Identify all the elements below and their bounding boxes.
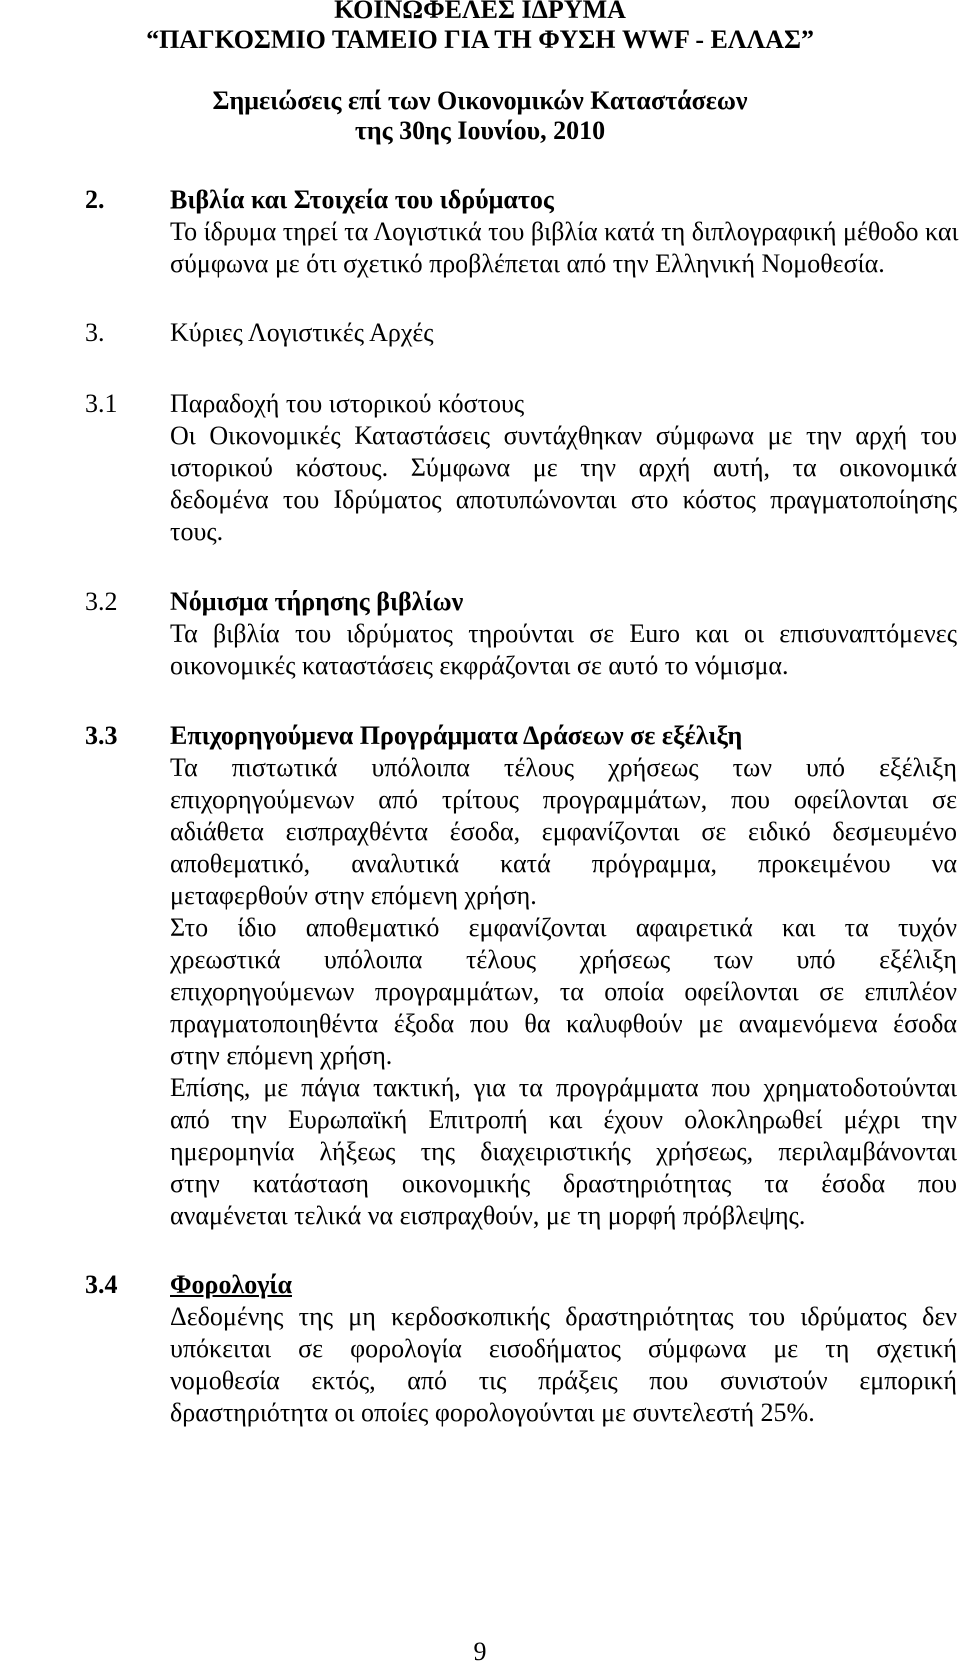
- section-3-3-text-line: αδιάθετα εισπραχθέντα έσοδα, εμφανίζονται σε ειδικό δεσμευμένο: [170, 817, 957, 846]
- section-3-4-text-line: δραστηριότητα οι οποίες φορολογούνται με συντελεστή 25%.: [170, 1398, 815, 1427]
- section-3-3-title: Επιχορηγούμενα Προγράμματα Δράσεων σε εξέλιξη: [170, 721, 743, 750]
- section-3-3-text-line: αναμένεται τελικά να εισπραχθούν, με τη μορφή πρόβλεψης.: [170, 1201, 806, 1230]
- organization-name: ΚΟΙΝΩΦΕΛΕΣ ΙΔΡΥΜΑ: [334, 0, 626, 24]
- section-2-text-line: σύμφωνα με ότι σχετικό προβλέπεται από την Ελληνική Νομοθεσία.: [170, 249, 885, 278]
- section-3-1-text-line: ιστορικού κόστους. Σύμφωνα με την αρχή αυτή, τα οικονομικά: [170, 453, 957, 482]
- section-3-3-text-line: πραγματοποιηθέντα έξοδα που θα καλυφθούν με αναμενόμενα έσοδα: [170, 1009, 957, 1038]
- page-number: 9: [473, 1637, 487, 1666]
- section-3-3-text-line: χρεωστικά υπόλοιπα τέλους χρήσεως των υπό εξέλιξη: [170, 945, 957, 974]
- section-3-3-text-line: επιχορηγούμενων προγραμμάτων, τα οποία οφείλονται σε επιπλέον: [170, 977, 957, 1006]
- section-3-4-number: 3.4: [85, 1270, 118, 1299]
- section-3-3-text-line: από την Ευρωπαϊκή Επιτροπή και έχουν ολοκληρωθεί μέχρι την: [170, 1105, 957, 1134]
- section-3-3-number: 3.3: [85, 721, 118, 750]
- section-3-3-text-line: αποθεματικό, αναλυτικά κατά πρόγραμμα, προκειμένου να: [170, 849, 957, 878]
- section-3-3-text-line: στην επόμενη χρήση.: [170, 1041, 393, 1070]
- section-3-3-text-line: Στο ίδιο αποθεματικό εμφανίζονται αφαιρετικά και τα τυχόν: [170, 913, 957, 942]
- section-3-1-title: Παραδοχή του ιστορικού κόστους: [170, 389, 525, 418]
- section-3-4-text-line: υπόκειται σε φορολογία εισοδήματος σύμφωνα με τη σχετική: [170, 1334, 957, 1363]
- organization-subtitle: “ΠΑΓΚΟΣΜΙΟ ΤΑΜΕΙΟ ΓΙΑ ΤΗ ΦΥΣΗ WWF - ΕΛΛΑΣ”: [146, 25, 814, 54]
- section-2-text-line: Το ίδρυμα τηρεί τα Λογιστικά του βιβλία κατά τη διπλογραφική μέθοδο και: [170, 217, 959, 246]
- section-3-3-text-line: στην κατάσταση οικονομικής δραστηριότητας τα έσοδα που: [170, 1169, 957, 1198]
- document-date: της 30ης Ιουνίου, 2010: [354, 116, 606, 145]
- section-3-3-text-line: μεταφερθούν στην επόμενη χρήση.: [170, 881, 537, 910]
- section-3-3-text-line: επιχορηγούμενων από τρίτους προγραμμάτων, που οφείλονται σε: [170, 785, 957, 814]
- section-3-4-text-line: Δεδομένης της μη κερδοσκοπικής δραστηριότητας του ιδρύματος δεν: [170, 1302, 957, 1331]
- section-3-1-text-line: τους.: [170, 517, 224, 546]
- section-2-number: 2.: [85, 185, 105, 214]
- section-3-title: Κύριες Λογιστικές Αρχές: [170, 318, 434, 347]
- section-3-2-title: Νόμισμα τήρησης βιβλίων: [170, 587, 464, 616]
- section-3-2-text-line: Τα βιβλία του ιδρύματος τηρούνται σε Euro και οι επισυναπτόμενες: [170, 619, 957, 648]
- section-3-number: 3.: [85, 318, 105, 347]
- section-3-4-title: Φορολογία: [170, 1270, 292, 1299]
- section-3-2-text-line: οικονομικές καταστάσεις εκφράζονται σε αυτό το νόμισμα.: [170, 651, 789, 680]
- section-3-1-text-line: Οι Οικονομικές Καταστάσεις συντάχθηκαν σύμφωνα με την αρχή του: [170, 421, 957, 450]
- section-3-1-number: 3.1: [85, 389, 118, 418]
- section-2-title: Βιβλία και Στοιχεία του ιδρύματος: [170, 185, 554, 214]
- section-3-3-text-line: ημερομηνία λήξεως της διαχειριστικής χρήσεως, περιλαμβάνονται: [170, 1137, 957, 1166]
- section-3-1-text-line: δεδομένα του Ιδρύματος αποτυπώνονται στο κόστος πραγματοποίησης: [170, 485, 957, 514]
- section-3-4-text-line: νομοθεσία εκτός, από τις πράξεις που συνιστούν εμπορική: [170, 1366, 957, 1395]
- section-3-3-text-line: Επίσης, με πάγια τακτική, για τα προγράμματα που χρηματοδοτούνται: [170, 1073, 957, 1102]
- section-3-3-text-line: Τα πιστωτικά υπόλοιπα τέλους χρήσεως των υπό εξέλιξη: [170, 753, 957, 782]
- section-3-2-number: 3.2: [85, 587, 118, 616]
- document-title: Σημειώσεις επί των Οικονομικών Καταστάσεων: [212, 86, 748, 115]
